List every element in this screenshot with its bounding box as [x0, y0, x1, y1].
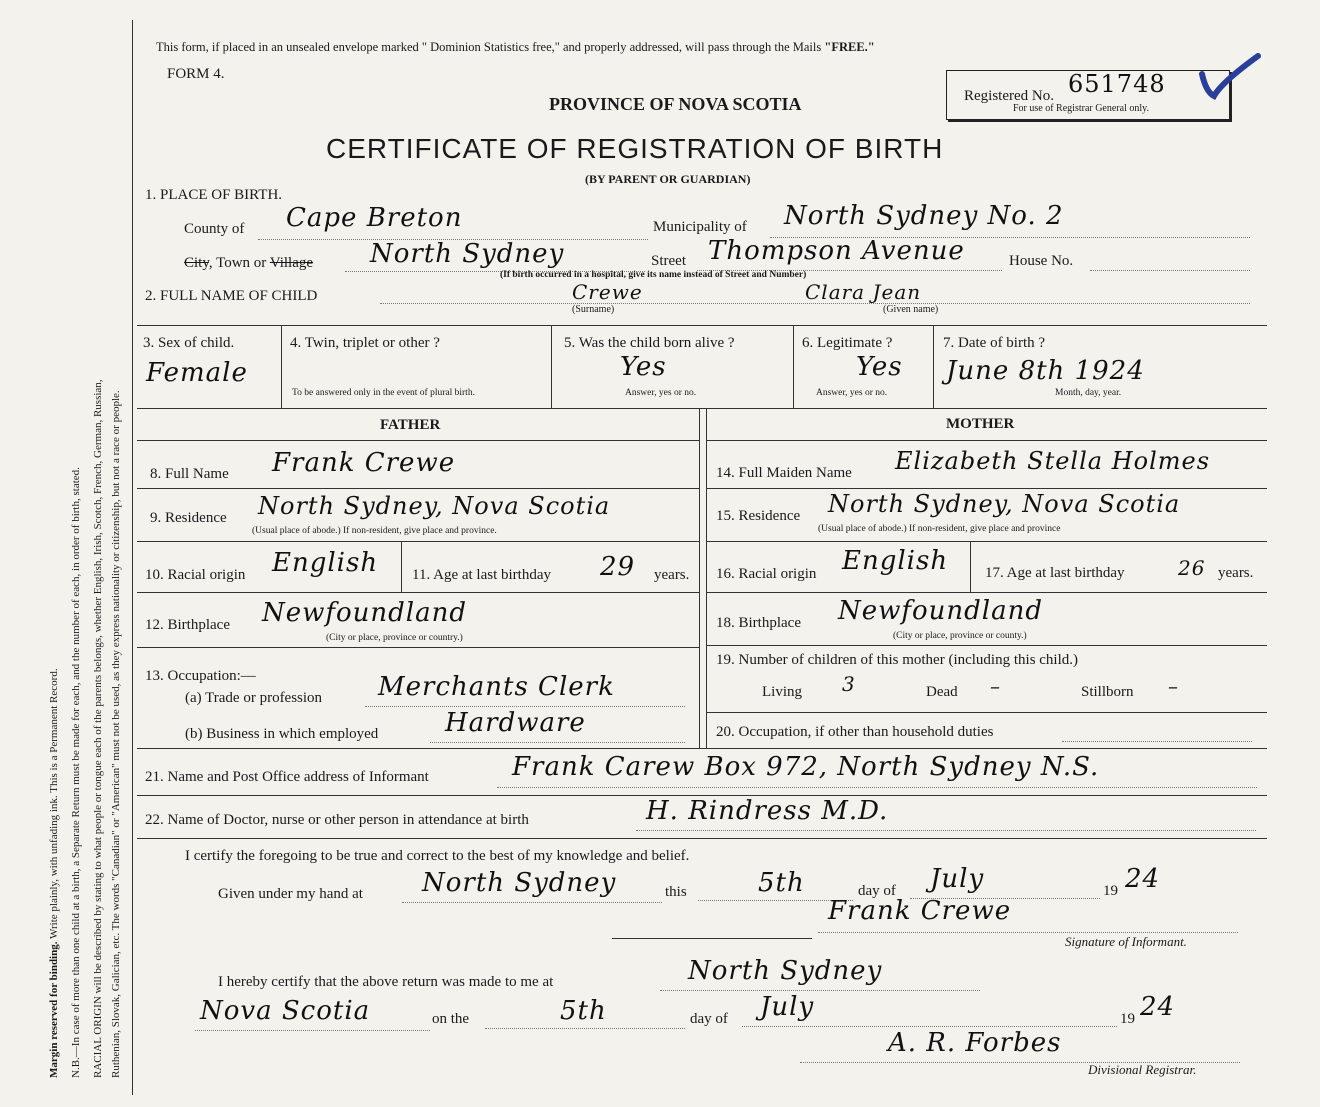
alive-value: Yes [620, 352, 667, 382]
rule-father-head [137, 440, 699, 441]
child-given-value: Clara Jean [805, 280, 922, 304]
rule-mother-head [706, 440, 1267, 441]
municipality-label: Municipality of [653, 219, 747, 235]
rule-col-6 [793, 325, 794, 408]
trade-line [365, 706, 685, 707]
business-line [430, 742, 685, 743]
mother-birthplace-label: 18. Birthplace [716, 615, 801, 631]
child-name-line [380, 303, 1250, 304]
given-label: Given under my hand at [218, 886, 363, 902]
certificate-subtitle: (BY PARENT OR GUARDIAN) [585, 172, 751, 186]
registrar-province-line [195, 1030, 430, 1031]
sex-label: 3. Sex of child. [143, 335, 235, 351]
surname-caption: (Surname) [572, 304, 615, 315]
rule-r19 [706, 712, 1267, 713]
rule-r15 [706, 541, 1267, 542]
rule-col-11 [401, 541, 402, 592]
business-value: Hardware [445, 708, 586, 738]
mother-residence-label: 15. Residence [716, 508, 801, 524]
rule-r22 [137, 838, 1267, 839]
mother-name-label: 14. Full Maiden Name [716, 465, 852, 481]
living-value: 3 [842, 672, 856, 696]
legitimate-note: Answer, yes or no. [816, 388, 888, 398]
margin-racial-note: RACIAL ORIGIN will be described by stating to what people or tongue each of the parents belongs, whether English, Irish, Scotch, French, German, Russian, [92, 379, 104, 1078]
rule-r18 [706, 645, 1267, 646]
margin-nb-note: N.B.—In case of more than one child at a birth, a Separate Return must be made for each, and the number of each, in order of birth, stated. [70, 467, 82, 1078]
father-race-label: 10. Racial origin [145, 567, 246, 583]
attendant-line [636, 830, 1256, 831]
registrar-statement: I hereby certify that the above return was made to me at [218, 974, 554, 990]
father-birthplace-note: (City or place, province or country.) [326, 633, 463, 643]
rule-row3-bottom [137, 408, 1267, 409]
rule-center-b [706, 408, 707, 748]
child-surname-value: Crewe [572, 280, 643, 304]
certify-statement: I certify the foregoing to be true and correct to the best of my knowledge and belief. [185, 848, 690, 864]
town-value: North Sydney [370, 239, 565, 269]
business-label: (b) Business in which employed [185, 726, 379, 742]
dob-value: June 8th 1924 [946, 356, 1145, 386]
street-label: Street [651, 253, 686, 269]
registrar-day-value: 5th [560, 996, 607, 1026]
mother-birthplace-note: (City or place, province or county.) [893, 631, 1027, 641]
cert-year-prefix: 19 [1103, 883, 1118, 899]
informant-signature: Frank Crewe [828, 896, 1012, 926]
informant-label: 21. Name and Post Office address of Informant [145, 769, 429, 785]
father-birthplace-label: 12. Birthplace [145, 617, 230, 633]
father-residence-label: 9. Residence [150, 510, 227, 526]
dob-label: 7. Date of birth ? [943, 335, 1046, 351]
stillborn-label: Stillborn [1081, 684, 1134, 700]
legitimate-value: Yes [856, 352, 903, 382]
registrar-year-prefix: 19 [1120, 1011, 1135, 1027]
rule-r10 [137, 592, 699, 593]
stillborn-value: – [1168, 674, 1179, 698]
registrar-use-note: For use of Registrar General only. [1013, 103, 1149, 114]
registrar-month-line [742, 1026, 1117, 1027]
given-place-value: North Sydney [422, 868, 617, 898]
rule-r16 [706, 592, 1267, 593]
informant-signature-caption: Signature of Informant. [1065, 934, 1187, 949]
father-heading: FATHER [380, 417, 441, 433]
mother-residence-note: (Usual place of abode.) If non-resident, give place and province [818, 524, 1061, 534]
rule-r8 [137, 488, 699, 489]
form-number: FORM 4. [167, 66, 225, 82]
margin-rule [132, 20, 133, 1095]
mother-birthplace-value: Newfoundland [838, 596, 1044, 626]
place-of-birth-heading: 1. PLACE OF BIRTH. [145, 187, 283, 203]
registrar-province-value: Nova Scotia [200, 996, 371, 1026]
mother-years: years. [1218, 565, 1254, 581]
house-line [1090, 270, 1250, 271]
informant-signature-line [818, 932, 1238, 933]
registrar-year-suffix: 24 [1140, 992, 1176, 1022]
mother-race-label: 16. Racial origin [716, 566, 817, 582]
occupation-label: 13. Occupation:— [145, 668, 256, 684]
informant-value: Frank Carew Box 972, North Sydney N.S. [512, 752, 1100, 782]
registrar-place-value: North Sydney [688, 956, 883, 986]
mother-residence-value: North Sydney, Nova Scotia [828, 490, 1181, 518]
rule-col-17 [970, 541, 971, 592]
mother-occupation-label: 20. Occupation, if other than household duties [716, 724, 994, 740]
attendant-value: H. Rindress M.D. [646, 796, 889, 826]
twin-note: To be answered only in the event of plural birth. [292, 388, 475, 398]
given-caption: (Given name) [883, 304, 939, 315]
cert-month-value: July [930, 864, 985, 894]
dead-value: – [990, 674, 1001, 698]
registered-label: Registered No. [964, 88, 1054, 104]
county-label: County of [184, 221, 245, 237]
registrar-dayof-label: day of [690, 1011, 728, 1027]
street-value: Thompson Avenue [708, 236, 965, 266]
registrar-caption: Divisional Registrar. [1088, 1062, 1197, 1077]
certificate-title: CERTIFICATE OF REGISTRATION OF BIRTH [326, 133, 944, 164]
this-label: this [665, 884, 687, 900]
informant-line [497, 787, 1257, 788]
registrar-day-line [485, 1028, 685, 1029]
cert-day-value: 5th [758, 868, 805, 898]
legitimate-label: 6. Legitimate ? [802, 335, 893, 351]
rule-col-5 [551, 325, 552, 408]
registrar-onthe-label: on the [432, 1011, 470, 1027]
cert-dayof-label: day of [858, 883, 896, 899]
children-count-label: 19. Number of children of this mother (including this child.) [716, 652, 1079, 668]
municipality-value: North Sydney No. 2 [784, 201, 1064, 231]
rule-cert-short [612, 938, 812, 939]
dob-note: Month, day, year. [1055, 388, 1122, 398]
rule-r12 [137, 647, 699, 648]
trade-value: Merchants Clerk [378, 672, 615, 702]
rule-row3-top [137, 325, 1267, 326]
attendant-label: 22. Name of Doctor, nurse or other person in attendance at birth [145, 812, 529, 828]
sex-value: Female [146, 358, 248, 388]
margin-racial-note-2: Ruthenian, Slovak, Galician, etc. The words "Canadian" or "American" must not be used, as they express nationality or citizenship, but not a race or people. [110, 390, 122, 1078]
given-place-line [402, 902, 662, 903]
alive-note: Answer, yes or no. [625, 388, 697, 398]
father-name-label: 8. Full Name [150, 466, 229, 482]
margin-binding-note: Margin reserved for binding. Write plainly, with unfading ink. This is a Permanent Record. [48, 668, 60, 1078]
rule-col-4 [281, 325, 282, 408]
province-heading: PROVINCE OF NOVA SCOTIA [549, 94, 802, 114]
cert-year-suffix: 24 [1125, 864, 1161, 894]
father-name-value: Frank Crewe [272, 448, 456, 478]
alive-label: 5. Was the child born alive ? [564, 335, 735, 351]
house-label: House No. [1009, 253, 1074, 269]
check-mark-icon [1192, 52, 1262, 102]
father-age-label: 11. Age at last birthday [412, 567, 551, 583]
registrar-signature: A. R. Forbes [888, 1028, 1062, 1058]
county-value: Cape Breton [286, 203, 463, 233]
child-name-label: 2. FULL NAME OF CHILD [145, 288, 318, 304]
father-years: years. [654, 567, 690, 583]
mother-age-label: 17. Age at last birthday [985, 565, 1125, 581]
rule-center-a [699, 408, 700, 748]
mother-heading: MOTHER [946, 416, 1015, 432]
mother-age-value: 26 [1178, 556, 1206, 580]
twin-label: 4. Twin, triplet or other ? [290, 335, 440, 351]
town-label: City, Town or Village [184, 255, 314, 271]
hospital-note: (If birth occurred in a hospital, give its name instead of Street and Number) [500, 270, 807, 280]
rule-r9 [137, 541, 699, 542]
mother-name-value: Elizabeth Stella Holmes [895, 447, 1211, 475]
registrar-place-line [660, 990, 980, 991]
rule-r14 [706, 488, 1267, 489]
father-age-value: 29 [600, 552, 636, 582]
father-birthplace-value: Newfoundland [262, 598, 468, 628]
father-residence-note: (Usual place of abode.) If non-resident, give place and province. [252, 526, 497, 536]
mother-occupation-line [1062, 741, 1252, 742]
father-race-value: English [272, 548, 379, 578]
registered-number: 651748 [1068, 70, 1166, 98]
mail-notice: This form, if placed in an unsealed envelope marked " Dominion Statistics free," and properly addressed, will pass through the Mails "FREE." [156, 40, 875, 54]
living-label: Living [762, 684, 802, 700]
father-residence-value: North Sydney, Nova Scotia [258, 492, 611, 520]
rule-col-7 [933, 325, 934, 408]
registrar-month-value: July [760, 992, 815, 1022]
dead-label: Dead [926, 684, 958, 700]
rule-r13 [137, 748, 1267, 749]
mother-race-value: English [842, 546, 949, 576]
trade-label: (a) Trade or profession [185, 690, 323, 706]
